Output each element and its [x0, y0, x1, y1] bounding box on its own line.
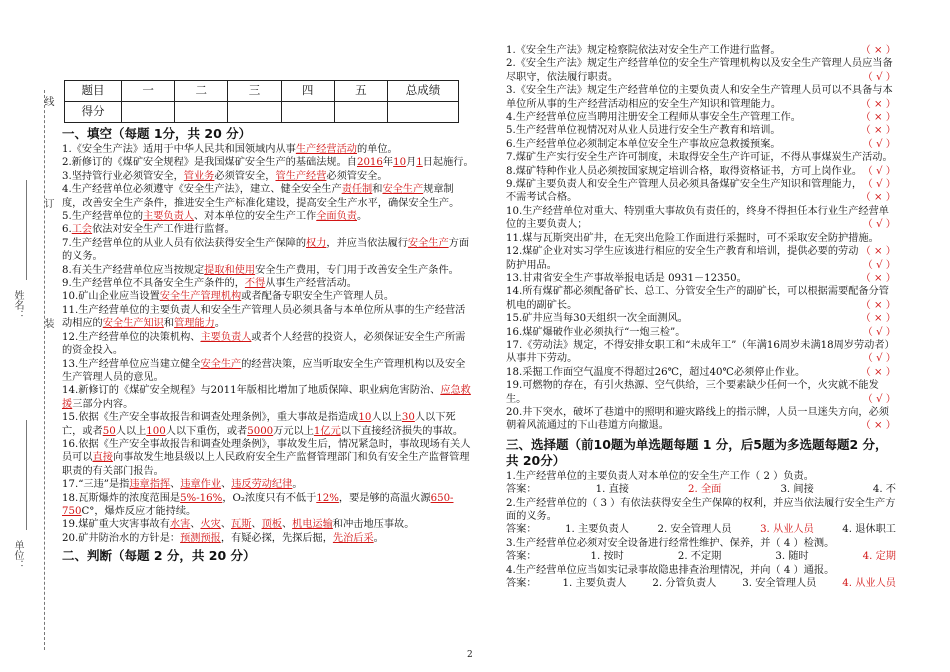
fill-text: 8.有关生产经营单位应当按规定	[62, 264, 205, 276]
page-number: 2	[467, 650, 473, 660]
judge-question	[506, 379, 896, 406]
fill-answer: 机电运输	[292, 519, 333, 531]
judge-question	[506, 111, 896, 124]
judge-answer-mark: （ √ ）	[862, 71, 896, 83]
choice-option[interactable]: 2. 不定期	[677, 551, 722, 563]
judge-answer-mark: （ √ ）	[862, 165, 896, 177]
score-header-cell: 一	[122, 81, 175, 102]
fill-answer: 1亿元	[313, 425, 341, 437]
choice-options-row	[506, 523, 896, 536]
fill-text: 、	[251, 519, 262, 531]
judge-answer-mark: （ √ ）	[862, 219, 896, 231]
judge-question-text: 20.井下突水，破坏了巷道中的照明和避灾路线上的指示牌，人员一旦迷失方向，必须朝着风流通过的下山巷道方向撤退。	[506, 406, 889, 432]
fill-answer: 违章作业	[180, 479, 222, 491]
fill-answer: 1	[416, 157, 423, 169]
binding-margin	[0, 0, 58, 672]
fill-answer: 权力	[306, 237, 327, 249]
judge-question-text: 8.煤矿特种作业人员必须按国家规定培训合格，取得资格证书，方可上岗作业。	[506, 165, 863, 177]
judge-question	[506, 285, 896, 312]
choice-option[interactable]: 4. 退休职工	[842, 524, 896, 536]
fill-question	[62, 331, 474, 358]
fill-text: 人以下重伤，或者	[165, 425, 248, 437]
fill-question	[62, 183, 474, 210]
fill-question	[62, 411, 474, 438]
fill-answer: 650-750	[62, 492, 454, 517]
choice-answer-label: 答案：	[506, 551, 537, 563]
fill-section-heading: 一、填空（每题 1分，共 20 分）	[62, 126, 252, 141]
fill-text: 。	[356, 211, 368, 223]
fill-text: 11.生产经营单位的主要负责人和安全生产管理人员必须具备与本单位所从事的生产经营活动相应的	[62, 304, 466, 330]
fill-answer: 50	[102, 425, 116, 437]
fill-question	[62, 223, 474, 236]
fill-answer: 顶板	[261, 519, 282, 531]
fill-text: 14.新修订的《煤矿安全规程》与2011年版相比增加了地质保障、职业病危害防治、	[62, 385, 441, 397]
choice-option[interactable]: 3. 间接	[780, 484, 814, 496]
score-cell[interactable]	[388, 102, 459, 123]
score-header-cell: 总成绩	[388, 81, 459, 102]
name-label: 姓名：	[12, 290, 23, 320]
choice-option[interactable]: 2. 安全管理人员	[657, 524, 732, 536]
choice-question-list	[506, 470, 896, 591]
fill-question	[62, 478, 474, 491]
fill-text: 的单位。	[356, 144, 398, 155]
judge-answer-mark: （ × ）	[860, 45, 896, 56]
fill-answer: 违章指挥	[129, 479, 171, 491]
choice-option[interactable]: 4. 不	[872, 484, 896, 496]
judge-question-text: 18.采掘工作面空气温度不得超过26℃，超过40℃必须停止作业。	[506, 366, 806, 378]
judge-answer-mark: （ × ）	[860, 192, 896, 204]
margin-bind-char-2: 装	[42, 318, 53, 328]
score-cell[interactable]	[122, 102, 175, 123]
judge-question-text: 1.《安全生产法》规定检察院依法对安全生产工作进行监督。	[506, 45, 781, 56]
fill-text: 年	[382, 157, 394, 169]
fill-answer: 主要负责人	[143, 211, 194, 223]
choice-option[interactable]: 3. 从业人员	[760, 524, 814, 536]
fill-answer: 12%	[316, 492, 339, 504]
fill-question	[62, 358, 474, 385]
score-table	[64, 80, 459, 123]
fill-answer: 安全生产	[382, 184, 424, 196]
fill-text: 以下直接经济损失的事故。	[340, 425, 464, 437]
fill-answer: 火灾	[200, 519, 221, 531]
fill-answer: 全面负责	[316, 211, 357, 223]
score-row-label: 得分	[65, 102, 122, 123]
fill-text: ，O₂浓度只有不低于	[222, 492, 317, 504]
fill-text: 1.《安全生产法》适用于中华人民共和国领域内从事	[62, 144, 296, 155]
fill-text: 规章制度，改善安全生产条件，推进安全生产标准化建设，提高安全生产水平，确保安全生产。	[62, 184, 460, 209]
fill-text: 的经营决策，应当听取安全生产管理机构以及安全生产管理人员的意见。	[62, 358, 466, 383]
choice-option[interactable]: 2. 全面	[688, 484, 722, 496]
fill-text: 人以上	[115, 425, 147, 437]
fill-text: 三部分内容。	[72, 398, 134, 410]
judge-question-text: 13.甘肃省安全生产事故举报电话是 0931－12350。	[506, 272, 747, 284]
judge-question	[506, 232, 896, 258]
choice-option[interactable]: 1. 主要负责人	[565, 524, 629, 536]
fill-text: ，要是够的高温火源	[338, 492, 431, 504]
judge-section-heading: 二、判断（每题 2 分，共 20 分）	[62, 548, 256, 564]
fill-text: 7.生产经营单位的从业人员有依法获得安全生产保障的	[62, 237, 307, 249]
right-column	[506, 44, 896, 590]
fill-answer: 5%-16%	[180, 492, 223, 504]
fill-answer: 提取和使用	[204, 264, 256, 276]
judge-question-text: 5.生产经营单位视情况对从业人员进行安全生产教育和培训。	[506, 125, 781, 137]
fill-text: 12.生产经营单位的决策机构、	[62, 331, 201, 343]
fill-text: 人以下死亡，或者	[62, 412, 456, 437]
choice-answer-label: 答案：	[506, 484, 537, 496]
fill-question	[62, 290, 474, 303]
judge-question-text: 10.生产经营单位对重大、特别重大事故负有责任的，终身不得担任本行业生产经营单位的主要负责人；	[506, 205, 889, 231]
fill-text: 17.“三违”是指	[62, 479, 130, 491]
score-header-cell: 四	[281, 81, 334, 102]
fill-answer: 先治后采	[332, 532, 374, 544]
score-cell[interactable]	[281, 102, 334, 123]
fill-answer: 安全生产	[200, 358, 242, 370]
judge-answer-mark: （ × ）	[860, 272, 896, 284]
score-cell[interactable]	[228, 102, 281, 123]
judge-answer-mark: （ × ）	[860, 420, 896, 432]
fill-question-list	[62, 143, 474, 545]
judge-question	[506, 165, 896, 191]
fill-text: 日起施行。	[422, 157, 474, 169]
choice-options-row	[506, 550, 896, 563]
fill-text: 5.生产经营单位的	[62, 211, 144, 223]
fill-answer: 责任制	[341, 184, 373, 196]
fill-text: ，有疑必探，先探后掘，	[220, 532, 333, 544]
fill-text: 。	[373, 532, 384, 544]
fill-answer: 30	[401, 412, 415, 424]
unit-label: 单位：	[12, 540, 23, 570]
choice-option[interactable]: 3. 安全管理人员	[742, 578, 817, 590]
fill-answer: 10	[358, 412, 372, 424]
fill-question	[62, 492, 474, 519]
judge-question	[506, 57, 896, 84]
fill-text: 必须管安全，	[214, 170, 276, 182]
judge-answer-mark: （ × ）	[860, 98, 896, 110]
judge-question-text: 12.煤矿企业对实习学生应该进行相应的安全生产教育和培训，提供必要的劳动防护用品。	[506, 246, 859, 271]
judge-answer-mark: （ × ）	[860, 112, 896, 124]
judge-question-text: 11.煤与瓦斯突出矿井，在无突出危险工作面进行采掘时，可不采取安全防护措施。	[506, 232, 879, 244]
choice-option[interactable]: 1. 直接	[595, 484, 629, 496]
margin-bind-char: 订	[42, 198, 53, 208]
fill-answer: 应急救援	[62, 385, 471, 410]
judge-question	[506, 44, 896, 57]
judge-answer-mark: （ × ）	[860, 299, 896, 311]
fill-text: 安全生产费用，专门用于改善安全生产条件。	[255, 264, 459, 276]
fill-answer: 管生产经营	[275, 170, 327, 182]
fill-question	[62, 170, 474, 183]
fill-question	[62, 156, 474, 169]
judge-question	[506, 312, 896, 325]
judge-question-text: 16.煤矿爆破作业必须执行“一炮三检”。	[506, 326, 686, 338]
choice-option[interactable]: 1. 按时	[590, 551, 624, 563]
fill-text: 、对本单位的安全生产工作	[193, 211, 317, 223]
judge-answer-mark: （ √ ）	[862, 259, 896, 271]
fill-text: 。	[214, 318, 225, 330]
choice-options-row	[506, 483, 896, 496]
fill-text: 依法对安全生产工作进行监督。	[92, 224, 235, 236]
fill-text: ，并应当依法履行	[326, 237, 408, 249]
fill-answer: 安全生产管理机构	[159, 291, 242, 303]
fill-text: 20.矿井防治水的方针是：	[62, 532, 181, 544]
name-field-line	[26, 180, 27, 280]
fill-text: 必须管安全。	[326, 170, 388, 182]
fill-text: 10.矿山企业应当设置	[62, 291, 160, 303]
fill-answer: 管理能力	[174, 318, 215, 330]
choice-option[interactable]: 4. 定期	[862, 551, 896, 563]
fill-text: 从事生产经营活动。	[265, 278, 357, 290]
fill-answer: 瓦斯	[231, 519, 252, 531]
fill-text: 9.生产经营单位不具备安全生产条件的，	[62, 278, 245, 290]
fill-text: 方面的义务。	[62, 237, 470, 263]
binding-line	[44, 90, 45, 650]
judge-question-list	[506, 44, 896, 433]
judge-answer-mark: （ √ ）	[862, 326, 896, 338]
judge-answer-mark: （ × ）	[860, 246, 896, 258]
fill-text: 向事故发生地县级以上人民政府安全生产监督管理部门和负有安全生产监督管理职责的有关部门报告。	[62, 452, 470, 477]
judge-question-text: 17.《劳动法》规定，不得安排女职工和“未成年工”（年满16周岁未满18周岁劳动者）从事井下劳动。	[506, 339, 895, 365]
fill-answer: 安全生产知识	[102, 318, 164, 330]
judge-question-text: 14.所有煤矿都必须配备矿长、总工、分管安全生产的副矿长，可以根据需要配备分管机电的副矿长。	[506, 286, 889, 311]
fill-answer: 水害	[169, 519, 191, 531]
fill-text: 、	[221, 479, 232, 491]
judge-question-text: 6.生产经营单位必须制定本单位安全生产事故应急救援预案。	[506, 138, 781, 150]
fill-text: 和	[163, 318, 175, 330]
fill-text: C°，爆炸反应才能持续。	[81, 505, 197, 517]
judge-answer-mark: （ √ ）	[862, 353, 896, 365]
judge-question	[506, 84, 896, 111]
judge-question	[506, 138, 896, 151]
margin-line-char: 线	[42, 96, 53, 106]
choice-answer-label: 答案：	[506, 578, 537, 590]
fill-text: 18.瓦斯爆炸的浓度范围是	[62, 492, 181, 504]
fill-question	[62, 438, 474, 478]
score-header-cell: 题目	[65, 81, 122, 102]
score-cell[interactable]	[175, 102, 228, 123]
fill-text: 或者配备专职安全生产管理人员。	[241, 291, 395, 303]
fill-text: 人以上	[371, 412, 402, 424]
score-cell[interactable]	[334, 102, 387, 123]
judge-question	[506, 339, 896, 366]
fill-text: 、	[170, 479, 181, 491]
choice-option[interactable]: 3. 随时	[775, 551, 809, 563]
choice-option[interactable]: 4. 从业人员	[842, 578, 896, 590]
score-header-cell: 二	[175, 81, 228, 102]
fill-question	[62, 264, 474, 277]
fill-answer: 5000	[247, 425, 274, 437]
judge-question-text: 7.煤矿生产实行安全生产许可制度，未取得安全生产许可证，不得从事煤炭生产活动。	[506, 152, 893, 164]
fill-answer: 10	[393, 157, 407, 169]
judge-question	[506, 124, 896, 137]
fill-question	[62, 304, 474, 331]
fill-answer: 2016	[356, 157, 383, 169]
fill-text: 19.煤矿重大灾害事故有	[62, 519, 170, 531]
judge-question	[506, 406, 896, 433]
fill-question	[62, 143, 474, 156]
fill-text: 2.新修订的《煤矿安全规程》是我国煤矿安全生产的基础法规。自	[62, 157, 357, 169]
judge-question-text: 3.《安全生产法》规定生产经营单位的主要负责人和安全生产管理人员可以不具备与本单位所从事的生产经营活动相应的安全生产知识和管理能力。	[506, 85, 893, 110]
fill-text: 月	[406, 157, 417, 169]
fill-text: 或者个人经营的投资人，必须保证安全生产所需的资金投入。	[62, 331, 466, 357]
choice-options-row	[506, 577, 896, 590]
choice-question: 4.生产经营单位应当如实记录事故隐患排查治理情况，并向（ 4 ）通报。	[506, 564, 835, 576]
fill-answer: 违反劳动纪律	[231, 479, 293, 491]
fill-question	[62, 210, 474, 223]
score-table-header-row	[65, 81, 459, 102]
fill-question	[62, 384, 474, 411]
choice-section-heading: 三、选择题（前10题为单选题每题 1 分，后5题为多选题每题2 分，共 20分）	[506, 436, 888, 468]
judge-answer-mark: （ √ ）	[862, 138, 896, 150]
fill-answer: 安全生产	[407, 237, 449, 249]
judge-answer-mark: （ × ）	[860, 366, 896, 378]
score-header-cell: 三	[228, 81, 281, 102]
judge-question-text: 15.矿井应当每30天组织一次全面测风。	[506, 313, 688, 325]
left-column	[62, 80, 474, 565]
judge-question-text: 9.煤矿主要负责人和安全生产管理人员必须具备煤矿安全生产知识和管理能力，不需考试合格。	[506, 179, 863, 204]
fill-text: 4.生产经营单位必须遵守《安全生产法》，建立、健全安全生产	[62, 184, 342, 196]
unit-field-line	[26, 420, 27, 530]
fill-text: 。	[292, 479, 303, 491]
choice-question: 3.生产经营单位必须对安全设备进行经常性维护、保养，并（ 4 ）检测。	[506, 537, 835, 549]
fill-question	[62, 277, 474, 290]
fill-text: 、	[220, 519, 232, 531]
fill-answer: 预测预报	[180, 532, 221, 544]
choice-option[interactable]: 1. 主要负责人	[562, 578, 627, 590]
fill-answer: 工会	[71, 224, 93, 236]
judge-answer-mark: （ × ）	[860, 125, 896, 137]
fill-text: 15.依据《生产安全事故报告和调查处理条例》，重大事故是指造成	[62, 412, 359, 424]
fill-text: 6.	[62, 224, 72, 236]
fill-answer: 100	[146, 425, 166, 437]
choice-option[interactable]: 2. 分管负责人	[652, 578, 717, 590]
score-header-cell: 五	[334, 81, 387, 102]
fill-text: 16.依据《生产安全事故报告和调查处理条例》，事故发生后，情况紧急时，事故现场有关人员可以	[62, 438, 471, 464]
fill-answer: 管业务	[183, 170, 215, 182]
fill-question	[62, 518, 474, 531]
judge-question	[506, 366, 896, 379]
judge-question-text: 19.可燃物的存在，有引火热源、空气供给，三个要素缺少任何一个，火灾就不能发生。	[506, 380, 879, 405]
judge-question-text: 2.《安全生产法》规定生产经营单位的安全生产管理机构以及安全生产管理人员应当备尽职守，依法履行职责。	[506, 58, 893, 83]
fill-answer: 直接	[92, 452, 113, 464]
judge-question	[506, 205, 896, 232]
judge-question	[506, 272, 896, 285]
fill-text: 、	[281, 519, 293, 531]
judge-answer-mark: （ √ ）	[862, 393, 896, 405]
fill-answer: 生产经营活动	[295, 144, 357, 155]
fill-text: 13.生产经营单位应当建立健全	[62, 358, 201, 370]
fill-text: 和	[372, 184, 383, 196]
fill-text: 3.坚持管行业必须管安全，	[62, 170, 184, 182]
judge-answer-mark: （ √ ）	[862, 179, 896, 191]
judge-question	[506, 326, 896, 339]
score-table-score-row	[65, 102, 459, 123]
judge-question	[506, 178, 896, 205]
judge-question	[506, 245, 896, 272]
choice-question: 2.生产经营单位的（ 3 ）有依法获得安全生产保障的权利，并应当依法履行安全生产方面的义务。	[506, 497, 896, 522]
fill-text: 、	[190, 519, 201, 531]
choice-answer-label: 答案：	[506, 524, 537, 536]
choice-question: 1.生产经营单位的主要负责人对本单位的安全生产工作（ 2 ）负责。	[506, 470, 814, 482]
fill-answer: 主要负责人	[200, 331, 252, 343]
judge-answer-mark: （ × ）	[860, 313, 896, 325]
fill-text: 和冲击地压事故。	[332, 519, 415, 531]
fill-answer: 不得	[244, 278, 266, 290]
fill-question	[62, 532, 474, 545]
fill-text: 万元以上	[273, 425, 314, 437]
fill-question	[62, 237, 474, 264]
judge-question-text: 4.生产经营单位应当聘用注册安全工程师从事安全生产管理工作。	[506, 112, 801, 124]
